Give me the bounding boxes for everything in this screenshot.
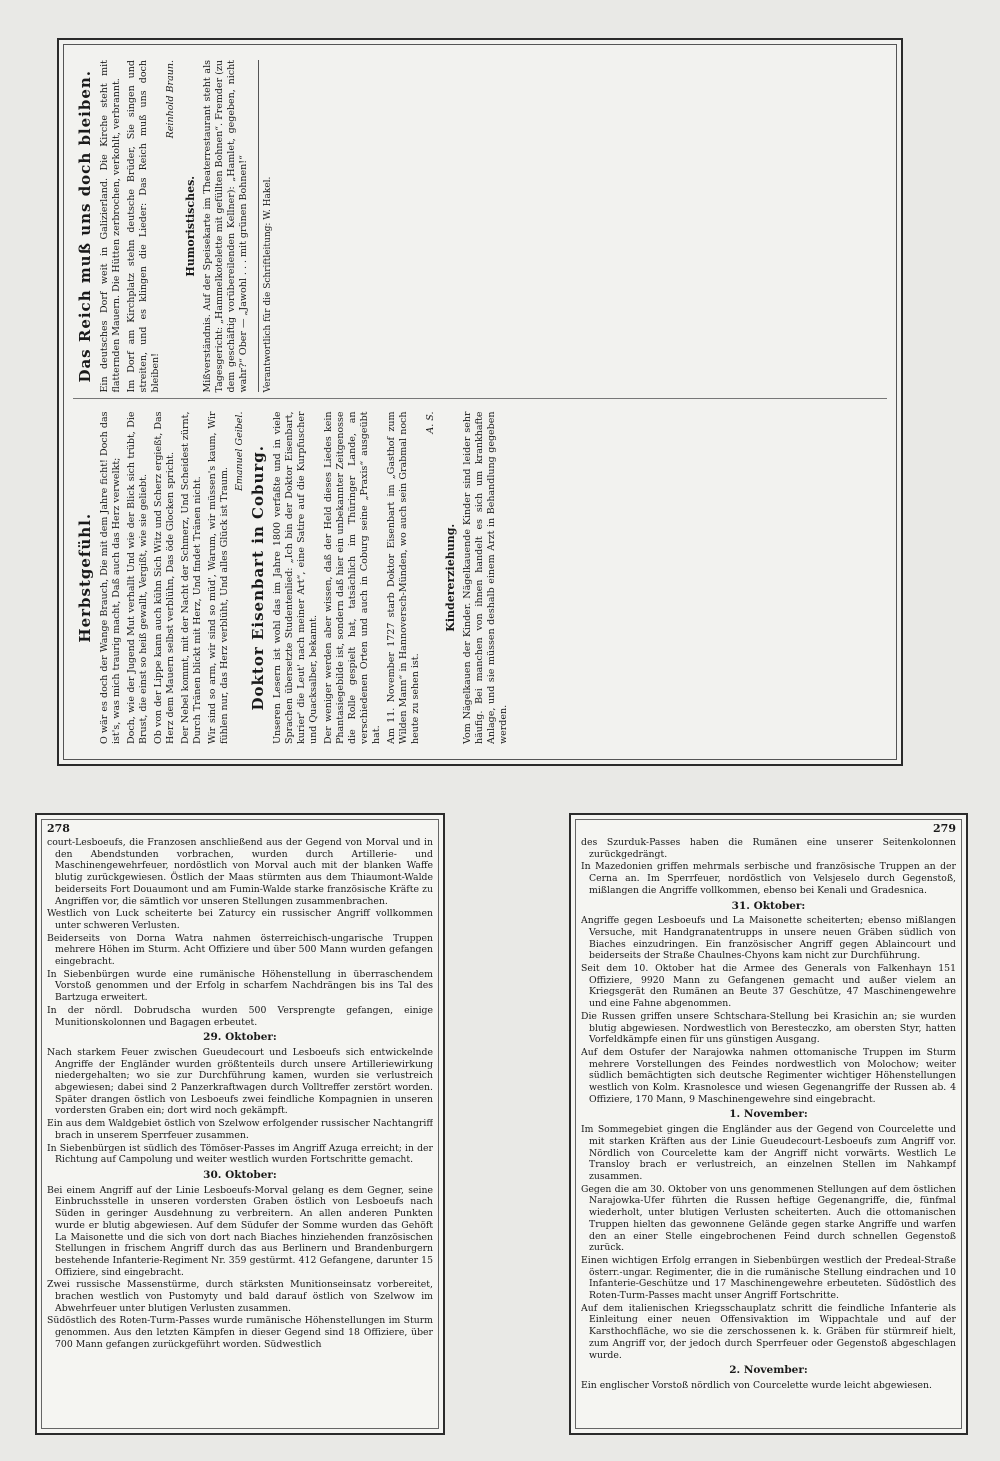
report-entry: In Siebenbürgen wurde eine rumänische Höhenstellung in überraschendem Vorstoß genommen und der Erfolg in scharfem Nachdrängen bis ins Tal des Bartzuga erweitert.: [47, 968, 433, 1004]
report-entry: Bei einem Angriff auf der Linie Lesboeufs-Morval gelang es dem Gegner, seine Einbruchsstelle in unseren vordersten Graben östlich von Lesboeufs nach Süden in geringer Ausdehnung zu verbreitern. An allen anderen Punkten wurde er blutig abgewiesen. Auf dem Südufer der Somme wurden das Gehöft La Maisonette und die sich von dort nach Biaches hinziehenden französischen Stellungen in frischem Angriff durch das aus Berlinern und Brandenburgern bestehende Infanterie-Regiment Nr. 359 gestürmt. 412 Gefangene, darunter 15 Offiziere, sind eingebracht.: [47, 1184, 433, 1278]
report-entry: Ein aus dem Waldgebiet östlich von Szelwow erfolgender russischer Nachtangriff brach in unserem Sperrfeuer zusammen.: [47, 1118, 433, 1141]
poem-stanza: Doch, wie der Jugend Mut verhallt Und wie der Blick sich trübt, Die Brust, die einst so heiß gewallt, Vergißt, wie sie geliebt.: [126, 411, 149, 744]
article-reich-title: Das Reich muß uns doch bleiben.: [76, 69, 94, 383]
article-kindererziehung-paragraph: Vom Nägelkauen der Kinder. Nägelkauende Kinder sind leider sehr häufig. Bei manchen von ihnen handelt es sich um krankhafte Anlage, und sie müssen deshalb einem Arzt in Behandlung gegeben werden.: [462, 411, 509, 744]
report-entry: court-Lesboeufs, die Franzosen anschließend aus der Gegend von Morval und in den Abendstunden vorbrachen, wurden durch Artillerie- und Maschinengewehrfeuer, nordöstlich von Morval auch mit der blanken Waffe blutig zurückgewiesen. Östlich der Maas stürmten aus dem Thiaumont-Walde beiderseits Fort Douaumont und am Fumin-Walde starke französische Kräfte zu Angriffen vor, die sämtlich vor unseren Stellungen zusammenbrachen.: [47, 837, 433, 907]
poem-stanza: Wir sind so arm, wir sind so müd', Warum, wir müssen's kaum, Wir fühlen nur, das Herz verblüht, Und alles Glück ist Traum.: [207, 411, 230, 744]
page-279: [569, 813, 968, 1435]
poem-stanza: O wär es doch der Wange Brauch, Die mit dem Jahre ficht! Doch das ist's, was mich traurig macht, Daß auch das Herz verwelkt;: [99, 411, 122, 744]
article-humor-title: Humoristisches.: [184, 175, 197, 277]
report-entry: Im Sommegebiet gingen die Engländer aus der Gegend von Courcelette und mit starken Kräften aus der Linie Gueudecourt-Lesboeufs zum Angriff vor. Nördlich von Courcelette kam der Angriff nicht vorwärts. Westlich Le Transloy brach er verlustreich, an einzelnen Stellen im Nahkampf zusammen.: [581, 1124, 956, 1182]
report-entry: Ein englischer Vorstoß nördlich von Courcelette wurde leicht abgewiesen.: [581, 1379, 932, 1391]
imprint: Verantwortlich für die Schriftleitung: W. Hakel.: [258, 60, 274, 393]
article-reich-paragraph: Ein deutsches Dorf weit in Galizierland. Die Kirche steht mit flatternden Mauern. Die Hütten zerbrochen, verkohlt, verbrannt.: [99, 60, 122, 393]
page-number: 279: [933, 823, 956, 835]
article-humor-paragraph: Mißverständnis. Auf der Speisekarte im Theaterrestaurant steht als Tagesgericht: „Hammelkotelette mit gefüllten Bohnen“. Fremder (zu dem geschäftig vorübereilenden Kellner): „Hamlet, gegeben, nicht wahr?“ Ober — „Jawohl . . . mit grünen Bohnen!“: [202, 60, 249, 393]
article-eisenbart-paragraph: Unseren Lesern ist wohl das im Jahre 1800 verfaßte und in viele Sprachen übersetzte Studentenlied: „Ich bin der Doktor Eisenbart, kurier' die Leut' nach meiner Art“, eine Satire auf die Kurpfuscher und Quacksalber, bekannt.: [272, 411, 319, 744]
report-entry: In Mazedonien griffen mehrmals serbische und französische Truppen an der Cerna an. Im Sperrfeuer, nordöstlich von Velsjeselo durch Gegenstoß, mißlangen die Angriffe vollkommen, ebenso bei Kenali und Gradesnica.: [581, 861, 956, 896]
report-entry: Nach starkem Feuer zwischen Gueudecourt und Lesboeufs sich entwickelnde Angriffe der Engländer wurden größtenteils durch unsere Artilleriewirkung niedergehalten; wo sie zur Durchführung kamen, wurden sie verlustreich abgewiesen; dabei sind 2 Panzerkraftwagen durch Volltreffer zerstört worden. Später drangen östlich von Lesboeufs zwei feindliche Kompagnien in unseren vordersten Graben ein; dort wird noch gekämpft.: [47, 1046, 433, 1117]
report-entry: des Szurduk-Passes haben die Rumänen eine unserer Seitenkolonnen zurückgedrängt.: [581, 837, 956, 860]
poem-title: Herbstgefühl.: [76, 512, 94, 643]
column-reich-and-humor: [73, 54, 887, 400]
poem-stanza: Ob von der Lippe kann auch kühn Sich Witz und Scherz ergießt, Das Herz dem Mauern selbst verblühn, Das öde Glocken spricht.: [153, 411, 176, 744]
page-278-content: [47, 823, 433, 1425]
date-heading: 2. November:: [729, 1364, 808, 1377]
report-entry: Seit dem 10. Oktober hat die Armee des Generals von Falkenhayn 151 Offiziere, 9920 Mann zu Gefangenen gemacht und außer vielem an Kriegsgerät den Rumänen an Beute 37 Geschütze, 47 Maschinengewehre und eine Fahne abgenommen.: [581, 963, 956, 1010]
article-reich-paragraph: Im Dorf am Kirchplatz stehn deutsche Brüder, Sie singen und streiten, und es klingen die Lieder: Das Reich muß uns doch bleiben!: [126, 60, 161, 393]
poem-stanza: Der Nebel kommt, mit der Nacht der Schmerz, Und Scheidest zürnt, Durch Tränen blickt mit Herz, Und findet Tränen nicht.: [180, 411, 203, 744]
rotated-content: [65, 46, 895, 758]
report-entry: In der nördl. Dobrudscha wurden 500 Versprengte gefangen, einige Munitionskolonnen und Bagagen erbeutet.: [47, 1004, 433, 1028]
page-279-content: [581, 823, 956, 1425]
date-heading: 29. Oktober:: [203, 1031, 277, 1044]
report-entry: Auf dem italienischen Kriegsschauplatz schritt die feindliche Infanterie als Einleitung einer neuen Offensivaktion im Wippachtale und auf der Karsthochfläche, wo sie die zerschossenen k. k. Gräben für stürmreif hielt, zum Angriff vor, der jedoch durch Sperrfeuer oder Gegenstoß abgeschlagen wurde.: [581, 1302, 956, 1361]
column-poem-and-eisenbart: [73, 406, 887, 751]
report-entry: Südöstlich des Roten-Turm-Passes wurde rumänische Höhenstellungen im Sturm genommen. Aus den letzten Kämpfen in dieser Gegend sind 18 Offiziere, über 700 Mann gefangen zurückgeführt worden. Südwestlich: [47, 1315, 433, 1350]
article-eisenbart-paragraph: Am 11. November 1727 starb Doktor Eisenbart im „Gasthof zum Wilden Mann“ in Hannoversch-Münden, wo auch sein Grabmal noch heute zu sehen ist.: [386, 411, 421, 744]
date-heading: 1. November:: [729, 1108, 808, 1121]
poem-author: Emanuel Geibel.: [234, 411, 245, 492]
date-heading: 30. Oktober:: [203, 1168, 277, 1181]
report-entry: Die Russen griffen unsere Schtschara-Stellung bei Krasichin an; sie wurden blutig abgewiesen. Nordwestlich von Beresteczko, am obersten Styr, hatten Vorfeldkämpfe einen für uns günstigen Ausgang.: [581, 1010, 956, 1046]
article-eisenbart-sign: A. S.: [425, 411, 436, 434]
report-entry: Gegen die am 30. Oktober von uns genommenen Stellungen auf dem östlichen Narajowka-Ufer führten die Russen heftige Gegenangriffe, die, fünfmal wiederholt, unter blutigen Verlusten scheiterten. Auch die ottomanischen Truppen hielten das gewonnene Gelände gegen starke Angriffe und warfen den an einer Stelle eingebrochenen Feind durch schnellen Gegenstoß zurück.: [581, 1183, 956, 1254]
rotated-content-clip: [65, 46, 895, 758]
article-reich-sign: Reinhold Braun.: [165, 60, 176, 139]
page-number: 278: [47, 823, 70, 835]
date-heading: 31. Oktober:: [731, 899, 806, 912]
article-kindererziehung-title: Kindererziehung.: [444, 523, 457, 632]
report-entry: Beiderseits von Dorna Watra nahmen österreichisch-ungarische Truppen mehrere Höhen im Sturm. Acht Offiziere und über 500 Mann wurden gefangen eingebracht.: [47, 932, 433, 968]
report-entry: Zwei russische Massenstürme, durch stärksten Munitionseinsatz vorbereitet, brachen westlich von Pustomyty und bald darauf östlich von Szelwow im Abwehrfeuer unter blutigen Verlusten zusammen.: [47, 1279, 433, 1314]
page-278: [35, 813, 445, 1435]
report-entry: Einen wichtigen Erfolg errangen in Siebenbürgen westlich der Predeal-Straße österr.-ungar. Regimenter, die in die rumänische Stellung eindrachen und 10 Infanterie-Geschütze und 17 Maschinengewehre erbeuteten. Südöstlich des Roten-Turm-Passes macht unser Angriff Fortschritte.: [581, 1254, 956, 1302]
article-eisenbart-title: Doktor Eisenbart in Coburg.: [249, 444, 267, 711]
report-entry: Angriffe gegen Lesboeufs und La Maisonette scheiterten; ebenso mißlangen Versuche, mit Handgranatentrupps in unsere neuen Gräben südlich von Biaches einzudringen. Ein französischer Angriff gegen Ablaincourt und beiderseits der Straße Chaulnes-Chyons kam nicht zur Durchführung.: [581, 915, 956, 962]
report-entry: In Siebenbürgen ist südlich des Tömöser-Passes im Angriff Azuga erreicht; in der Richtung auf Campolung und weiter westlich wurden Fortschritte gemacht.: [47, 1142, 433, 1166]
rotated-newspaper-panel: [57, 38, 903, 766]
report-entry: Auf dem Ostufer der Narajowka nahmen ottomanische Truppen im Sturm mehrere Vorstellungen des Feindes nordwestlich von Molochow; weiter südlich bemächtigten sich deutsche Regimenter wichtiger Höhenstellungen westlich von Kolm. Krasnolesce und wiesen Gegenangriffe der Russen ab. 4 Offiziere, 170 Mann, 9 Maschinengewehre sind eingebracht.: [581, 1046, 956, 1105]
article-eisenbart-paragraph: Der weniger werden aber wissen, daß der Held dieses Liedes kein Phantasiegebilde ist, sondern daß hier ein unbekannter Zeitgenosse die Rolle gespielt hat, tatsächlich im Thüringer Lande, an verschiedenen Orten und auch in Coburg seine „Praxis“ ausgeübt hat.: [323, 411, 382, 744]
report-entry: Westlich von Luck scheiterte bei Zaturcy ein russischer Angriff vollkommen unter schweren Verlusten.: [47, 908, 433, 931]
